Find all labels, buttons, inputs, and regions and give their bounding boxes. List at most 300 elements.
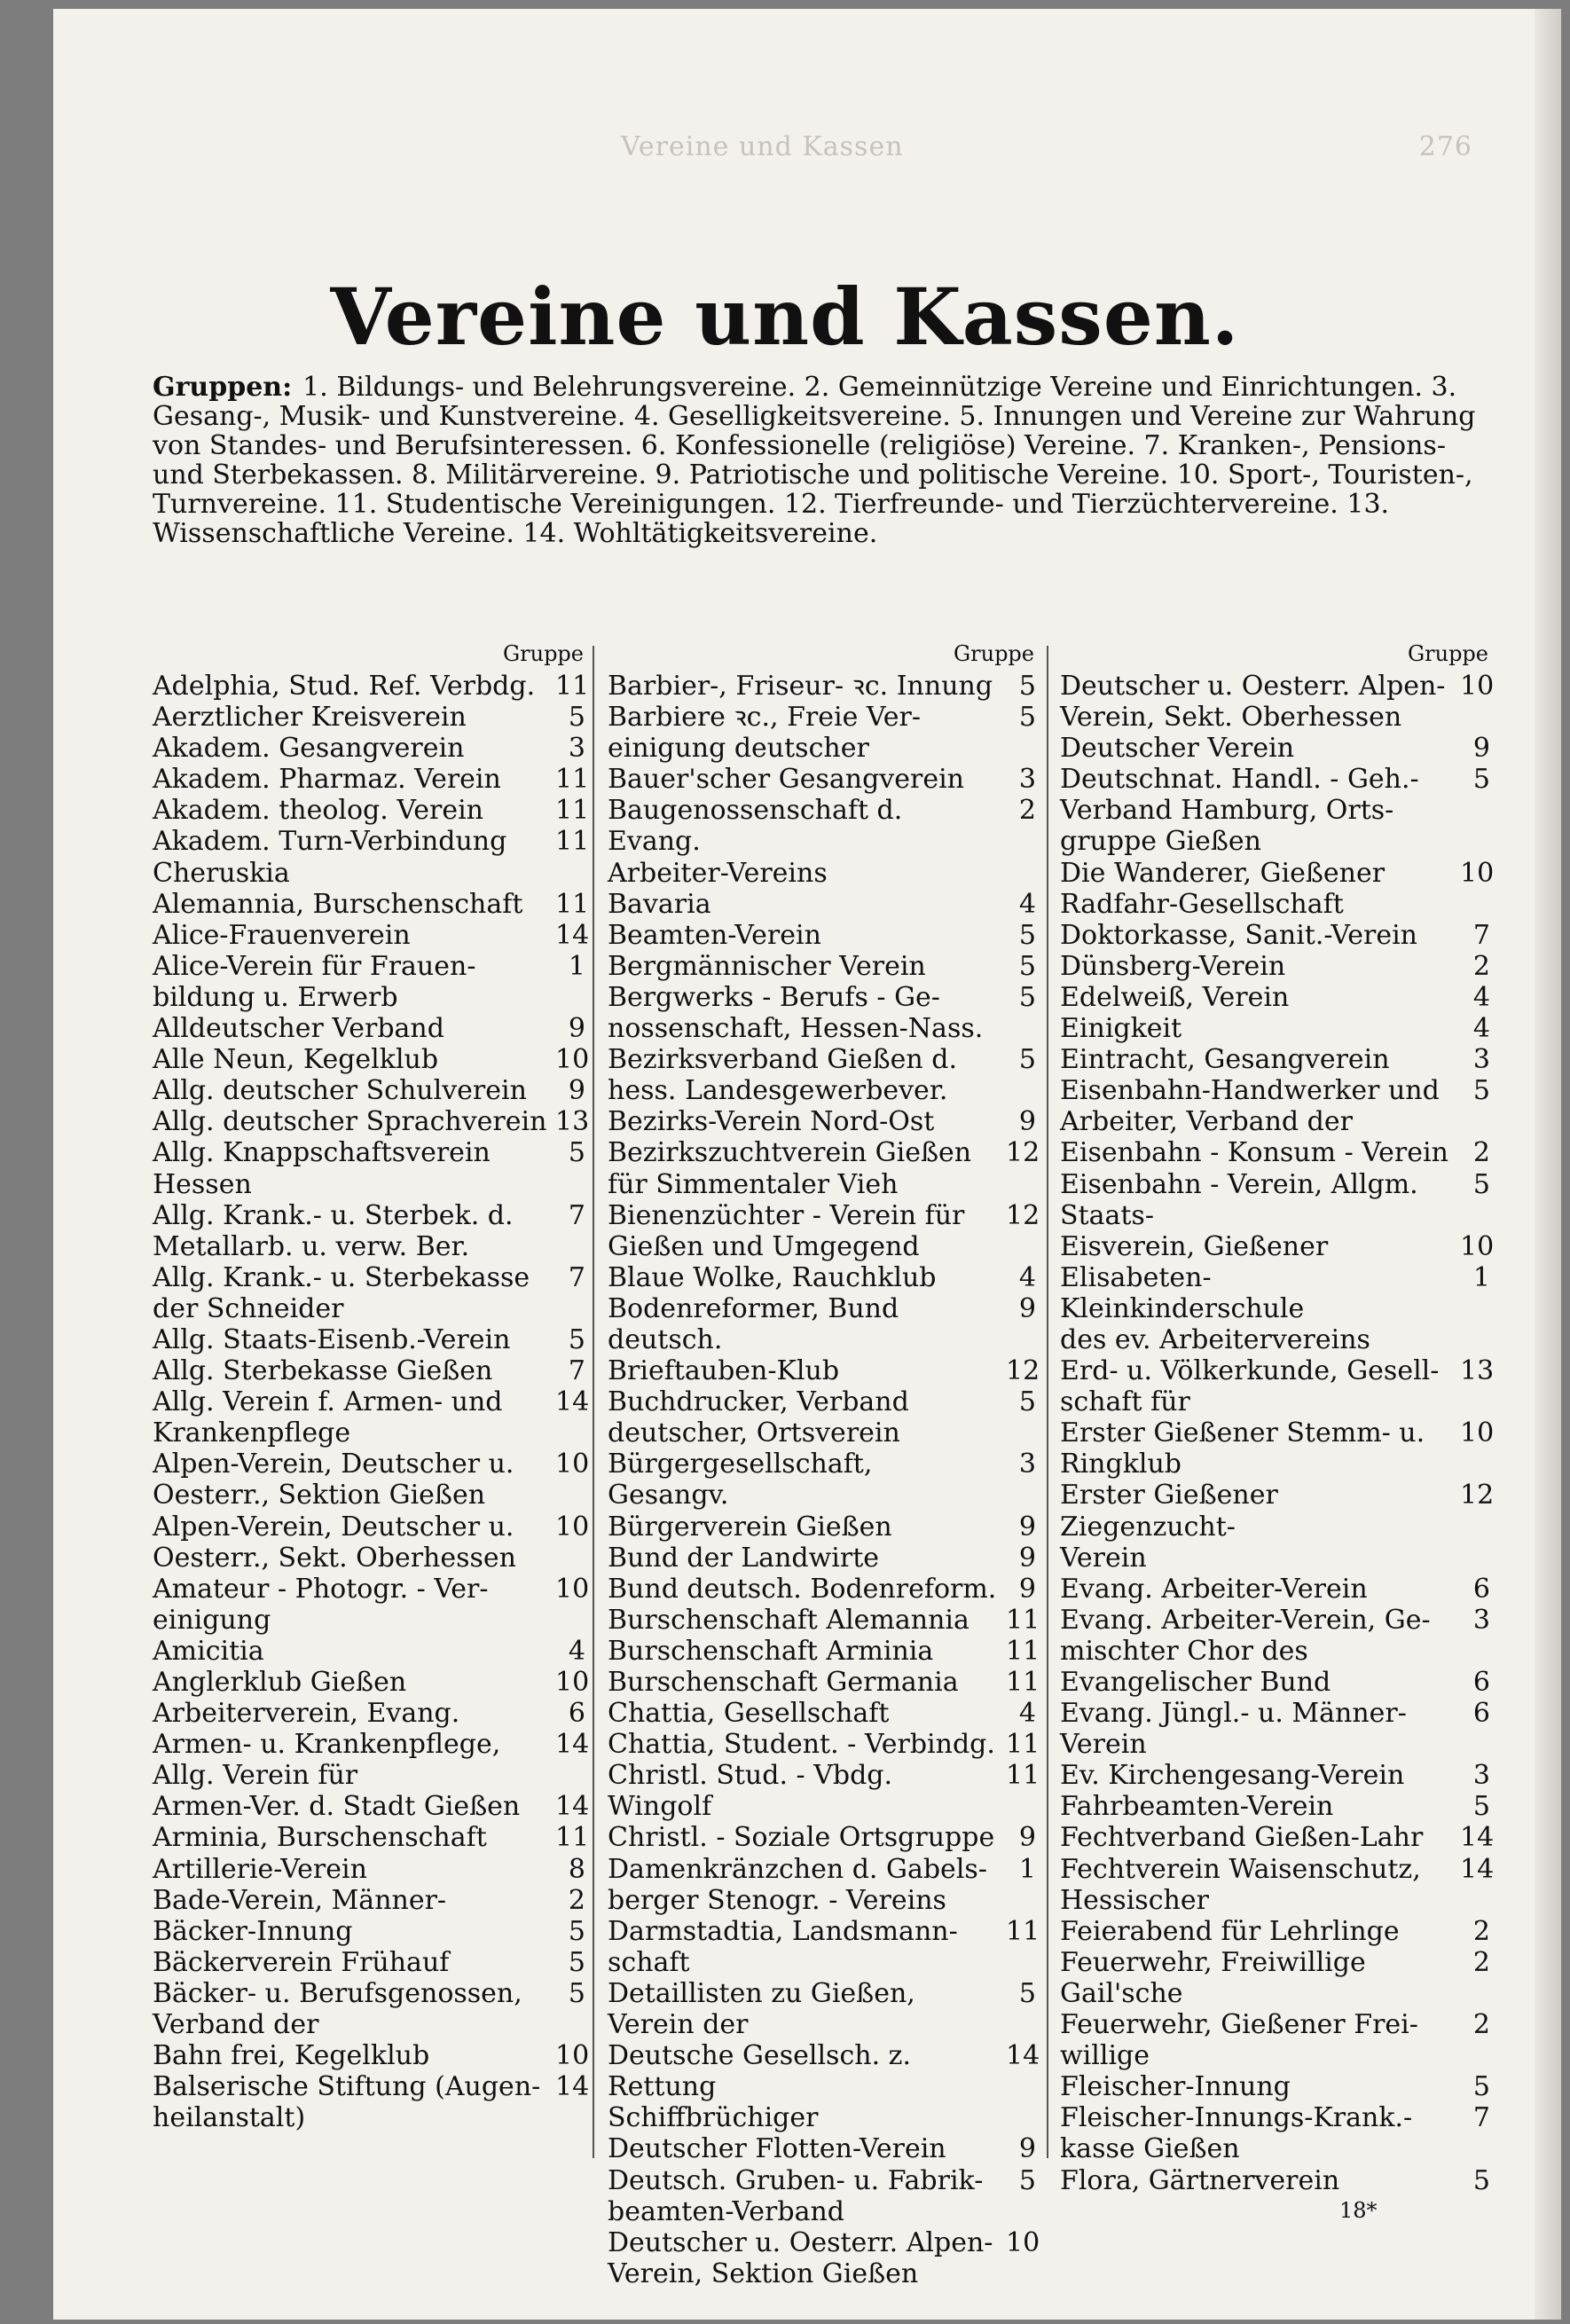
index-entry [153,919,590,951]
index-entry [153,1636,585,1667]
entry-name: Fechtverein Waisenschutz, Hessischer [1060,1853,1421,1916]
index-entry [1060,920,1490,951]
entry-name: Einigkeit [1060,1013,1182,1045]
entry-group-number: 7 [568,1261,585,1293]
entry-group-number: 11 [1006,1729,1040,1761]
entry-group-number: 6 [1472,1667,1490,1698]
entry-group-number: 9 [1018,1542,1036,1574]
entry-group-number: 9 [1018,1822,1036,1854]
index-entry [153,671,590,702]
entry-name: Blaue Wolke, Rauchklub [608,1261,937,1293]
index-entry [608,1044,1036,1106]
entry-name: Barbiere ꝛc., Freie Ver- einigung deutscher [608,702,922,765]
entry-name: Erster Gießener Ziegenzucht- Verein [1060,1480,1278,1574]
index-entry [608,1386,1036,1449]
index-entry [608,889,1036,920]
entry-name: Baugenossenschaft d. Evang. Arbeiter-Vereins [608,795,903,889]
entry-group-number: 12 [1006,1355,1040,1387]
index-entry [608,1137,1040,1200]
index-entry [1060,1791,1490,1822]
entry-name: Bezirkszuchtverein Gießen für Simmentaler Vieh [608,1137,972,1200]
entry-name: Eisenbahn - Verein, Allgm. Staats- [1060,1168,1418,1231]
entry-name: Damenkränzchen d. Gabels- berger Stenogr. - Vereins [608,1853,987,1916]
entry-name: Bahn frei, Kegelklub [153,2040,430,2072]
entry-group-number: 6 [1472,1698,1490,1730]
entry-group-number: 11 [1006,1915,1040,1947]
index-entry [608,920,1036,951]
index-entry [608,1199,1040,1262]
entry-group-number: 5 [568,1915,585,1947]
index-entry [608,1106,1036,1137]
index-entry [1060,982,1490,1013]
index-entry [608,2226,1040,2289]
entry-group-number: 11 [555,671,590,702]
entry-group-number: 7 [568,1355,585,1387]
entry-group-number: 3 [1472,1604,1490,1636]
entry-name: Allg. Knappschaftsverein Hessen [153,1137,491,1200]
entry-name: Elisabeten-Kleinkinderschule des ev. Arbeitervereins [1060,1261,1370,1355]
index-entry [608,1635,1040,1667]
entry-name: Allg. Verein f. Armen- und Krankenpflege [153,1386,503,1449]
entry-name: Allg. Sterbekasse Gießen [153,1355,493,1387]
index-entry [1060,1480,1495,1574]
index-column-3 [1060,640,1495,2196]
entry-name: Deutscher Flotten-Verein [608,2133,946,2165]
entry-name: Ev. Kirchengesang-Verein [1060,1760,1405,1792]
bleed-through-header-title: Vereine und Kassen [621,131,904,162]
entry-group-number: 9 [1018,1106,1036,1138]
entry-group-number: 11 [555,826,590,858]
index-entry [1060,1262,1490,1355]
entry-group-number: 9 [568,1075,585,1107]
page-number: 18* [1339,2198,1378,2223]
entry-group-number: 7 [1472,2102,1490,2134]
entry-name: Buchdrucker, Verband deutscher, Ortsverein [608,1386,909,1449]
entry-group-number: 3 [1472,1044,1490,1076]
entry-group-number: 11 [555,764,590,796]
index-entry [608,1854,1036,1916]
entry-name: Aerztlicher Kreisverein [153,702,467,734]
entry-group-number: 5 [1018,981,1036,1013]
column-header: Gruppe [953,641,1034,666]
entry-group-number: 10 [1460,857,1495,889]
entry-group-number: 5 [1472,1075,1490,1107]
index-entry [1060,764,1490,857]
index-entry [153,1854,585,1885]
index-entry [153,1075,585,1106]
entry-group-number: 1 [568,950,585,982]
index-entry [1060,1605,1490,1667]
entry-group-number: 5 [568,1977,585,2009]
entry-group-number: 11 [555,1822,590,1854]
entry-name: Alle Neun, Kegelklub [153,1044,439,1076]
entry-group-number: 5 [1018,1386,1036,1418]
index-entry [1060,2102,1490,2164]
index-entry [153,1013,585,1044]
entry-name: Bergmännischer Verein [608,950,926,982]
index-entry [1060,2009,1490,2071]
entry-name: Doktorkasse, Sanit.-Verein [1060,919,1418,951]
index-entry [608,1293,1036,1355]
entry-name: Fleischer-Innung [1060,2071,1291,2103]
entry-group-number: 3 [1018,1449,1036,1480]
index-entry [1060,1822,1495,1854]
entry-name: Allg. Krank.- u. Sterbek. d. Metallarb. u. verw. Ber. [153,1199,514,1262]
entry-name: Feuerwehr, Gießener Frei- willige [1060,2009,1418,2072]
index-entry [1060,1853,1495,1916]
bleed-through-header-page: 276 [1418,131,1472,162]
entry-name: Christl. Stud. - Vbdg. Wingolf [608,1760,893,1823]
bleed-through-header [621,131,1472,162]
index-entry [1060,1137,1490,1168]
entry-group-number: 6 [568,1698,585,1730]
entry-name: Artillerie-Verein [153,1853,367,1885]
entry-group-number: 5 [568,702,585,734]
entry-name: Deutscher Verein [1060,733,1295,765]
entry-group-number: 9 [1018,1511,1036,1543]
entry-name: Bezirks-Verein Nord-Ost [608,1106,935,1138]
entry-name: Anglerklub Gießen [153,1667,407,1698]
index-entry [153,764,590,796]
entry-name: Flora, Gärtnerverein [1060,2164,1340,2196]
entry-name: Alice-Verein für Frauen- bildung u. Erwerb [153,950,476,1013]
entry-group-number: 9 [1018,2133,1036,2165]
entry-name: Erd- u. Völkerkunde, Gesell- schaft für [1060,1355,1440,1418]
index-entry [1060,857,1495,920]
entry-name: Allg. Krank.- u. Sterbekasse der Schneider [153,1261,530,1324]
entry-group-number: 2 [1472,2009,1490,2041]
entry-name: Alldeutscher Verband [153,1013,444,1045]
index-entry [1060,1574,1490,1605]
entry-name: Deutsch. Gruben- u. Fabrik- beamten-Verband [608,2164,984,2227]
index-entry [608,764,1036,795]
entry-name: Eisverein, Gießener [1060,1230,1329,1262]
entry-group-number: 5 [568,1323,585,1355]
index-entry [608,795,1036,888]
entry-name: Bund der Landwirte [608,1542,880,1574]
index-entry [608,2040,1040,2134]
entry-group-number: 9 [1472,733,1490,765]
index-entry [153,795,590,827]
entry-group-number: 10 [555,1573,590,1605]
entry-group-number: 5 [568,1946,585,1978]
entry-name: Arminia, Burschenschaft [153,1822,487,1854]
entry-group-number: 5 [1018,1044,1036,1076]
entry-group-number: 6 [1472,1573,1490,1605]
entry-group-number: 10 [1006,2226,1040,2258]
entry-name: Akadem. Turn-Verbindung Cheruskia [153,826,507,889]
entry-name: Burschenschaft Alemannia [608,1604,969,1636]
entry-name: Alpen-Verein, Deutscher u. Oesterr., Sektion Gießen [153,1449,514,1511]
entry-name: Arbeiterverein, Evang. [153,1698,460,1730]
entry-group-number: 14 [555,919,590,951]
entry-group-number: 5 [1472,2164,1490,2196]
entry-group-number: 10 [555,1667,590,1698]
index-entry [153,888,590,920]
entry-name: Bavaria [608,888,711,920]
index-entry [608,1729,1040,1761]
index-entry [153,2040,590,2072]
entry-group-number: 5 [1018,2164,1036,2196]
index-column-2 [608,640,1040,2289]
index-entry [1060,951,1490,982]
index-entry [1060,2071,1490,2102]
entry-group-number: 5 [1018,919,1036,951]
index-entry [153,951,585,1013]
entry-name: Akadem. theolog. Verein [153,795,484,827]
entry-name: Deutschnat. Handl. - Geh.- Verband Hamburg, Orts- gruppe Gießen [1060,764,1419,858]
column-divider [1047,646,1048,2158]
index-entry [153,1916,585,1947]
entry-name: Deutscher u. Oesterr. Alpen- Verein, Sektion Gießen [608,2226,993,2289]
groups-heading: Gruppen: [153,372,293,403]
entry-group-number: 5 [1472,1791,1490,1823]
index-entry [153,1449,590,1511]
index-entry [608,702,1036,764]
entry-name: Akadem. Gesangverein [153,733,465,765]
index-entry [1060,1698,1490,1760]
entry-group-number: 5 [1018,1977,1036,2009]
index-entry [1060,1013,1490,1044]
column-header: Gruppe [502,641,584,666]
entry-group-number: 4 [1472,981,1490,1013]
entry-group-number: 4 [1018,1261,1036,1293]
entry-group-number: 13 [555,1106,590,1138]
index-entry [1060,1044,1490,1075]
entry-name: Bienenzüchter - Verein für Gießen und Umgegend [608,1199,965,1262]
entry-group-number: 14 [1006,2040,1040,2072]
entry-name: Dünsberg-Verein [1060,950,1286,982]
entry-group-number: 2 [1472,1915,1490,1947]
entry-group-number: 10 [1460,1230,1495,1262]
entry-name: Evang. Arbeiter-Verein, Ge- mischter Chor des [1060,1604,1431,1667]
entry-group-number: 10 [1460,671,1495,702]
index-entry [153,1355,585,1386]
entry-name: Adelphia, Stud. Ref. Verbdg. [153,671,536,702]
entry-name: Balserische Stiftung (Augen- heilanstalt) [153,2071,541,2134]
entry-group-number: 4 [1018,1698,1036,1730]
entry-group-number: 9 [1018,1292,1036,1324]
entry-name: Evangelischer Bund [1060,1667,1331,1698]
page-title: Vereine und Kassen. [330,271,1240,363]
entry-group-number: 10 [555,1449,590,1480]
entry-group-number: 5 [1472,1168,1490,1200]
entry-name: Feuerwehr, Freiwillige Gail'sche [1060,1946,1366,2009]
index-entry [608,982,1036,1044]
entry-group-number: 7 [1472,919,1490,951]
index-entry [153,733,585,764]
entry-group-number: 5 [568,1137,585,1169]
index-entry [153,1262,585,1324]
index-entry [153,1978,585,2040]
entry-name: Evang. Jüngl.- u. Männer- Verein [1060,1698,1407,1761]
entry-name: Eisenbahn-Handwerker und Arbeiter, Verband der [1060,1075,1440,1138]
index-entry [1060,1760,1490,1791]
entry-name: Bund deutsch. Bodenreform. [608,1573,997,1605]
entry-name: Detaillisten zu Gießen, Verein der [608,1977,915,2041]
index-entry [1060,2165,1490,2196]
entry-name: Chattia, Student. - Verbindg. [608,1729,995,1761]
entry-name: Bürgerverein Gießen [608,1511,892,1543]
entry-name: Allg. deutscher Sprachverein [153,1106,547,1138]
column-divider [593,646,594,2158]
index-entry [608,1449,1036,1511]
entry-name: Bade-Verein, Männer- [153,1884,447,1916]
entry-name: Alemannia, Burschenschaft [153,888,523,920]
index-entry [153,1200,585,1262]
index-entry [1060,671,1495,734]
entry-name: Amicitia [153,1635,264,1667]
index-entry [153,1324,585,1355]
entry-name: Bezirksverband Gießen d. hess. Landesgewerbever. [608,1044,958,1107]
entry-name: Fahrbeamten-Verein [1060,1791,1334,1823]
index-entry [153,1573,590,1636]
entry-name: Bauer'scher Gesangverein [608,764,964,796]
entry-group-number: 5 [1472,764,1490,796]
entry-name: Alice-Frauenverein [153,919,411,951]
entry-group-number: 7 [568,1199,585,1231]
entry-group-number: 3 [568,733,585,765]
entry-name: Beamten-Verein [608,919,821,951]
entry-name: Bergwerks - Berufs - Ge- nossenschaft, Hessen-Nass. [608,981,984,1045]
entry-group-number: 11 [555,888,590,920]
entry-name: Deutsche Gesellsch. z. Rettung Schiffbrüchiger [608,2040,911,2134]
entry-name: Edelweiß, Verein [1060,981,1290,1013]
entry-name: Amateur - Photogr. - Ver- einigung [153,1573,489,1636]
entry-group-number: 14 [555,2071,590,2103]
entry-name: Christl. - Soziale Ortsgruppe [608,1822,995,1854]
entry-group-number: 3 [1018,764,1036,796]
entry-group-number: 5 [1018,950,1036,982]
index-entry [608,1543,1036,1574]
entry-group-number: 11 [1006,1604,1040,1636]
groups-text: 1. Bildungs- und Belehrungsvereine. 2. Gemeinnützige Vereine und Einrichtungen. 3. Gesang-, Musik- und Kunstvereine. 4. Geselligkeitsvereine. 5. Innungen und Vereine zur Wahrung von Standes- und Berufsinteressen. 6. Konfessionelle (religiöse) Vereine. 7. Kranken-, Pensions- und Sterbekassen. 8. Militärvereine. 9. Patriotische und politische Vereine. 10. Sport-, Touristen-, Turnvereine. 11. Studentische Vereinigungen. 12. Tierfreunde- und Tierzüchtervereine. 13. Wissenschaftliche Vereine. 14. Wohltätigkeitsvereine. [153,372,1476,549]
entry-group-number: 11 [1006,1760,1040,1792]
entry-name: Feierabend für Lehrlinge [1060,1915,1400,1947]
entry-group-number: 5 [1018,702,1036,734]
entry-group-number: 14 [1460,1822,1495,1854]
entry-group-number: 5 [1018,671,1036,702]
index-entry [153,1698,585,1729]
entry-group-number: 13 [1460,1355,1495,1387]
entry-group-number: 2 [1472,1946,1490,1978]
index-entry [153,2071,590,2134]
entry-name: Allg. deutscher Schulverein [153,1075,527,1107]
index-column-1 [153,640,590,2134]
entry-name: Darmstadtia, Landsmann- schaft [608,1915,958,1978]
index-entry [608,2133,1036,2164]
entry-name: Bäcker-Innung [153,1915,353,1947]
entry-group-number: 14 [555,1729,590,1761]
index-entry [1060,1075,1490,1137]
index-entry [153,1791,590,1823]
entry-group-number: 5 [1472,2071,1490,2103]
index-entry [608,1511,1036,1543]
entry-group-number: 9 [568,1013,585,1045]
index-entry [608,1262,1036,1293]
index-entry [1060,1417,1495,1480]
index-entry [608,1915,1040,1978]
entry-name: Alpen-Verein, Deutscher u. Oesterr., Sekt. Oberhessen [153,1511,516,1574]
entry-name: Evang. Arbeiter-Verein [1060,1573,1368,1605]
entry-group-number: 10 [555,1511,590,1543]
entry-group-number: 12 [1006,1199,1040,1231]
index-entry [153,1386,590,1449]
entry-name: Burschenschaft Arminia [608,1635,934,1667]
entry-group-number: 2 [568,1884,585,1916]
entry-name: Bäckerverein Frühauf [153,1946,450,1978]
entry-name: Chattia, Gesellschaft [608,1698,890,1730]
index-entry [153,826,590,889]
entry-group-number: 2 [1472,950,1490,982]
entry-name: Erster Gießener Stemm- u. Ringklub [1060,1417,1425,1480]
entry-name: Burschenschaft Germania [608,1667,959,1698]
index-entry [153,1667,590,1698]
entry-group-number: 4 [1018,888,1036,920]
entry-name: Bürgergesellschaft, Gesangv. [608,1449,873,1511]
entry-name: Akadem. Pharmaz. Verein [153,764,501,796]
index-entry [1060,1169,1490,1231]
entry-group-number: 2 [1018,795,1036,827]
index-entry [1060,1667,1490,1698]
index-entry [608,1760,1040,1823]
entry-name: Brieftauben-Klub [608,1355,840,1387]
index-entry [153,1729,590,1792]
entry-name: Eintracht, Gesangverein [1060,1044,1390,1076]
entry-name: Allg. Staats-Eisenb.-Verein [153,1323,511,1355]
entry-name: Bodenreformer, Bund deutsch. [608,1292,899,1355]
index-entry [1060,733,1490,764]
groups-legend [153,373,1492,548]
entry-group-number: 14 [1460,1853,1495,1885]
index-entry [608,1978,1036,2040]
entry-name: Fechtverband Gießen-Lahr [1060,1822,1424,1854]
index-entry [608,671,1036,702]
entry-name: Eisenbahn - Konsum - Verein [1060,1137,1448,1169]
index-entry [153,1137,585,1199]
entry-name: Die Wanderer, Gießener Radfahr-Gesellschaft [1060,857,1386,920]
entry-group-number: 10 [1460,1417,1495,1449]
entry-group-number: 4 [568,1635,585,1667]
index-entry [608,1822,1036,1853]
entry-group-number: 3 [1472,1760,1490,1792]
entry-name: Fleischer-Innungs-Krank.- kasse Gießen [1060,2102,1413,2165]
index-entry [608,1574,1036,1605]
entry-group-number: 14 [555,1386,590,1418]
entry-group-number: 11 [555,795,590,827]
entry-group-number: 12 [1006,1137,1040,1169]
entry-group-number: 1 [1018,1853,1036,1885]
index-entry [1060,1355,1495,1418]
index-entry [608,1355,1040,1387]
index-entry [608,1604,1040,1636]
index-entry [608,1667,1040,1698]
index-entry [153,1044,590,1076]
entry-name: Deutscher u. Oesterr. Alpen- Verein, Sekt. Oberhessen [1060,671,1446,734]
entry-group-number: 10 [555,2040,590,2072]
index-entry [608,1698,1036,1729]
entry-group-number: 14 [555,1791,590,1823]
index-entry [1060,1230,1495,1262]
index-entry [153,1106,590,1138]
index-entry [153,1885,585,1916]
entry-group-number: 4 [1472,1013,1490,1045]
index-entry [608,951,1036,982]
index-entry [153,702,585,733]
entry-group-number: 8 [568,1853,585,1885]
entry-group-number: 10 [555,1044,590,1076]
index-entry [153,1511,590,1574]
